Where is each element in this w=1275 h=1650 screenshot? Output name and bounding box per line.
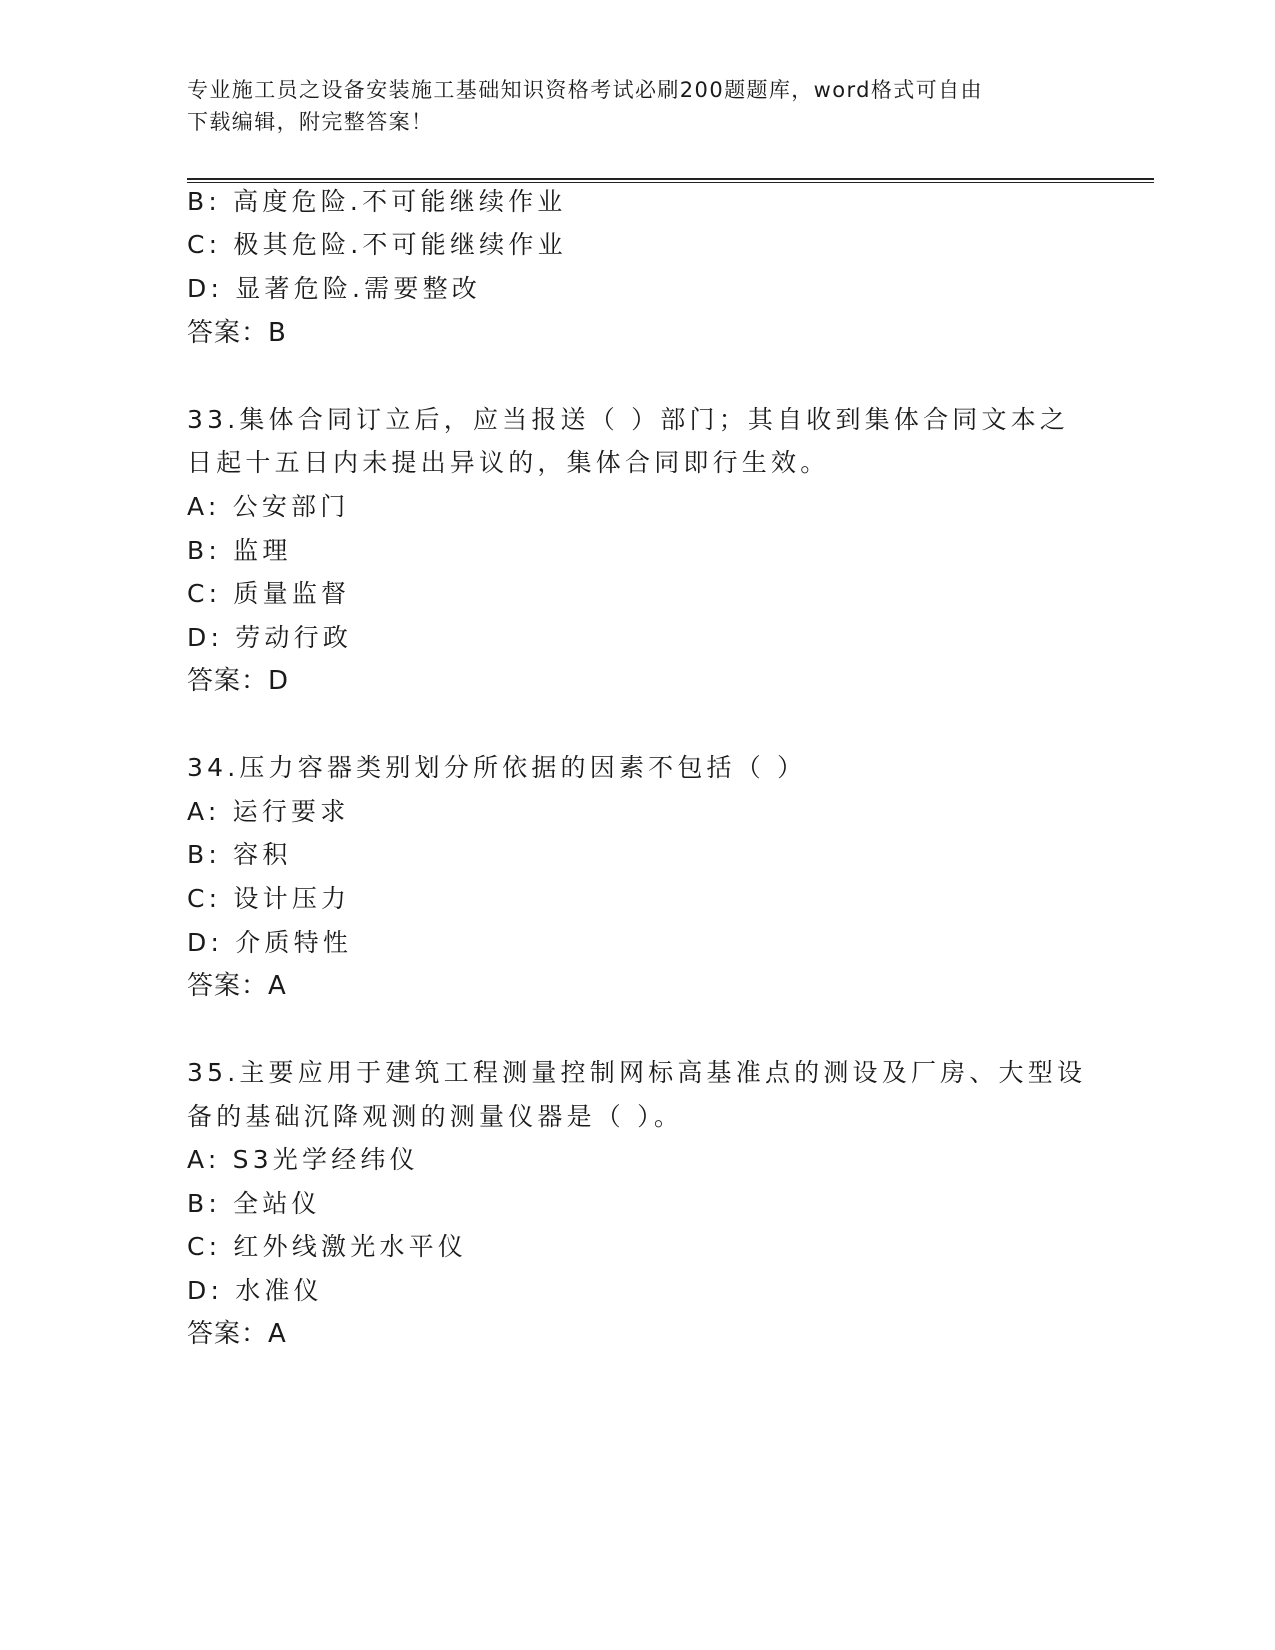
q34-option-a: A: 运行要求: [187, 797, 350, 826]
q32-option-c: C: 极其危险.不可能继续作业: [187, 230, 567, 259]
q33-option-c: C: 质量监督: [187, 579, 351, 608]
document-header: [187, 74, 1087, 138]
q33-option-d: D: 劳动行政: [187, 623, 353, 652]
q35-option-c: C: 红外线激光水平仪: [187, 1232, 468, 1261]
q33-option-b: B: 监理: [187, 536, 292, 565]
q32-option-d: D: 显著危险.需要整改: [187, 274, 481, 303]
q33-stem-line-1: 33.集体合同订立后，应当报送（ ）部门；其自收到集体合同文本之: [187, 405, 1070, 434]
header-divider: [187, 178, 1154, 183]
q33-stem-line-2: 日起十五日内未提出异议的，集体合同即行生效。: [187, 448, 830, 477]
q32-option-b: B: 高度危险.不可能继续作业: [187, 187, 567, 216]
q34-option-c: C: 设计压力: [187, 884, 351, 913]
q32-answer: 答案：B: [187, 318, 287, 348]
q35-stem-line-2: 备的基础沉降观测的测量仪器是（ ）。: [187, 1102, 684, 1131]
q35-option-b: B: 全站仪: [187, 1189, 321, 1218]
q35-answer: 答案：A: [187, 1319, 287, 1349]
q34-option-b: B: 容积: [187, 840, 292, 869]
header-title-line-1: 专业施工员之设备安装施工基础知识资格考试必刷200题题库，word格式可自由: [187, 78, 983, 102]
q33-option-a: A: 公安部门: [187, 492, 350, 521]
header-title-line-2: 下载编辑，附完整答案！: [187, 110, 434, 134]
q34-option-d: D: 介质特性: [187, 928, 353, 957]
q35-option-d: D: 水准仪: [187, 1276, 323, 1305]
q34-answer: 答案：A: [187, 971, 287, 1001]
q34-stem-line-1: 34.压力容器类别划分所依据的因素不包括（ ）: [187, 753, 807, 782]
q35-stem-line-1: 35.主要应用于建筑工程测量控制网标高基准点的测设及厂房、大型设: [187, 1058, 1087, 1087]
q35-option-a: A: S3光学经纬仪: [187, 1145, 419, 1174]
q33-answer: 答案：D: [187, 666, 290, 696]
